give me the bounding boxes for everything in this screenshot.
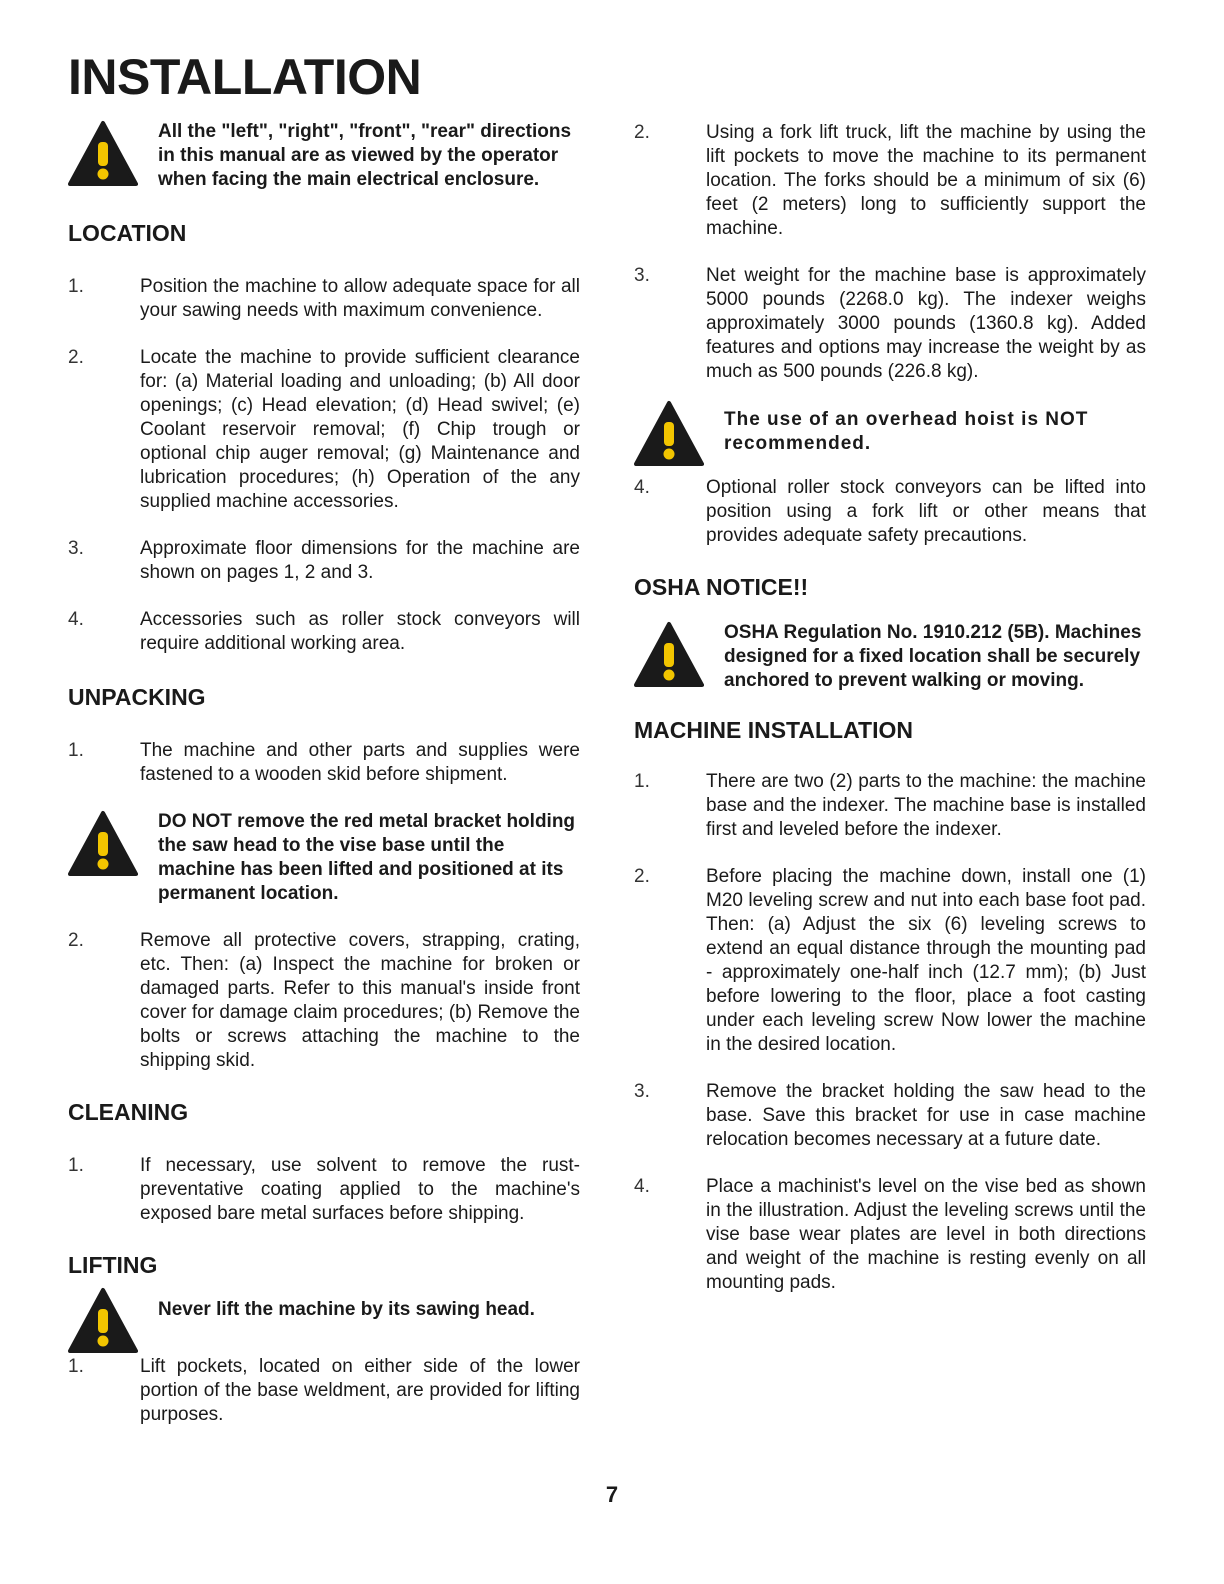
- directions-warning-text: All the "left", "right", "front", "rear" directions in this manual are as viewed by the operator when facing the main electrical enclosure.: [158, 121, 572, 190]
- unpacking-item-2: [68, 929, 580, 1073]
- warning-icon: [68, 1287, 158, 1355]
- item-text: If necessary, use solvent to remove the rust-preventative coating applied to the machine's exposed bare metal surfaces before shipping.: [140, 1155, 580, 1224]
- location-item-4: [68, 608, 580, 656]
- warning-icon: [68, 120, 158, 188]
- left-column: [68, 118, 580, 1427]
- osha-warning: [634, 621, 1146, 693]
- location-heading: LOCATION: [68, 220, 187, 246]
- item-text: Remove the bracket holding the saw head to the base. Save this bracket for use in case machine relocation becomes necessary at a future date.: [706, 1081, 1146, 1150]
- item-number: 4.: [634, 477, 650, 498]
- right-column: [634, 118, 1146, 1295]
- item-number: 1.: [68, 1155, 84, 1176]
- item-number: 1.: [68, 276, 84, 297]
- page-title: INSTALLATION: [68, 49, 422, 105]
- item-number: 4.: [634, 1176, 650, 1197]
- item-text: Locate the machine to provide sufficient clearance for: (a) Material loading and unloading; (b) All door openings; (c) Head elevation; (d) Head swivel; (e) Coolant reservoir removal; (f) Chip trough or optional chip auger removal; (g) Maintenance and lubrication procedures; (h) Operation of the any supplied machine accessories.: [140, 347, 580, 512]
- item-number: 2.: [634, 866, 650, 887]
- hoist-warning: [634, 400, 1146, 468]
- location-item-3: [68, 537, 580, 585]
- item-text: Approximate floor dimensions for the machine are shown on pages 1, 2 and 3.: [140, 538, 580, 583]
- item-text: Optional roller stock conveyors can be lifted into position using a fork lift or other means that provides adequate safety precautions.: [706, 477, 1146, 546]
- item-number: 1.: [68, 740, 84, 761]
- lifting-warning-text: Never lift the machine by its sawing head.: [158, 1299, 535, 1320]
- item-number: 1.: [68, 1356, 84, 1377]
- osha-heading: OSHA NOTICE!!: [634, 574, 809, 600]
- lifting-item-4: [634, 476, 1146, 548]
- osha-warning-text: OSHA Regulation No. 1910.212 (5B). Machines designed for a fixed location shall be securely anchored to prevent walking or moving.: [724, 622, 1142, 691]
- item-number: 3.: [634, 265, 650, 286]
- bracket-warning: [68, 810, 580, 906]
- item-number: 2.: [68, 930, 84, 951]
- lifting-item-1: [68, 1355, 580, 1427]
- lifting-heading: LIFTING: [68, 1252, 158, 1278]
- item-text: Before placing the machine down, install one (1) M20 leveling screw and nut into each base foot pad. Then: (a) Adjust the six (6) leveling screws to extend an equal distance through the mounting pad - approximately one-half inch (12.7 mm); (b) Just before lowering to the floor, place a foot casting under each leveling screw Now lower the machine in the desired location.: [706, 866, 1146, 1055]
- page-number: 7: [605, 1482, 619, 1507]
- item-text: Net weight for the machine base is approximately 5000 pounds (2268.0 kg). The indexer weighs approximately 3000 pounds (1360.8 kg). Added features and options may increase the weight by as much as 500 pounds (226.8 kg).: [706, 265, 1146, 382]
- cleaning-heading: CLEANING: [68, 1099, 189, 1125]
- machine-installation-item-4: [634, 1175, 1146, 1295]
- cleaning-item-1: [68, 1154, 580, 1226]
- warning-icon: [68, 810, 158, 878]
- bracket-warning-text: DO NOT remove the red metal bracket holding the saw head to the vise base until the machine has been lifted and positioned at its permanent location.: [158, 811, 576, 904]
- machine-installation-heading: MACHINE INSTALLATION: [634, 717, 913, 743]
- unpacking-heading: UNPACKING: [68, 684, 206, 710]
- item-text: The machine and other parts and supplies were fastened to a wooden skid before shipment.: [140, 740, 580, 785]
- machine-installation-item-3: [634, 1080, 1146, 1152]
- lifting-item-3: [634, 264, 1146, 384]
- warning-icon: [634, 400, 724, 468]
- location-item-1: [68, 275, 580, 323]
- item-number: 2.: [68, 347, 84, 368]
- item-text: Position the machine to allow adequate space for all your sawing needs with maximum convenience.: [140, 276, 580, 321]
- item-number: 1.: [634, 771, 650, 792]
- location-item-2: [68, 346, 580, 514]
- item-text: Place a machinist's level on the vise bed as shown in the illustration. Adjust the leveling screws until the vise base wear plates are level in both directions and weight of the machine is resting evenly on all mounting pads.: [706, 1176, 1146, 1293]
- lifting-warning: [68, 1287, 580, 1355]
- item-text: Accessories such as roller stock conveyors will require additional working area.: [140, 609, 580, 654]
- machine-installation-item-2: [634, 865, 1146, 1057]
- item-text: There are two (2) parts to the machine: the machine base and the indexer. The machine base is installed first and leveled before the indexer.: [706, 771, 1146, 840]
- item-text: Lift pockets, located on either side of the lower portion of the base weldment, are provided for lifting purposes.: [140, 1356, 580, 1425]
- directions-warning: [68, 120, 580, 192]
- item-number: 3.: [634, 1081, 650, 1102]
- item-number: 4.: [68, 609, 84, 630]
- item-text: Remove all protective covers, strapping, crating, etc. Then: (a) Inspect the machine for broken or damaged parts. Refer to this manual's inside front cover for damage claim procedures; (b) Remove the bolts or screws attaching the machine to the shipping skid.: [140, 930, 580, 1071]
- item-text: Using a fork lift truck, lift the machine by using the lift pockets to move the machine to its permanent location. The forks should be a minimum of six (6) feet (2 meters) long to sufficiently support the machine.: [706, 122, 1146, 239]
- item-number: 2.: [634, 122, 650, 143]
- warning-icon: [634, 621, 724, 689]
- lifting-item-2: [634, 121, 1146, 241]
- unpacking-item-1: [68, 739, 580, 787]
- item-number: 3.: [68, 538, 84, 559]
- hoist-warning-text: The use of an overhead hoist is NOT recommended.: [724, 409, 1089, 454]
- machine-installation-item-1: [634, 770, 1146, 842]
